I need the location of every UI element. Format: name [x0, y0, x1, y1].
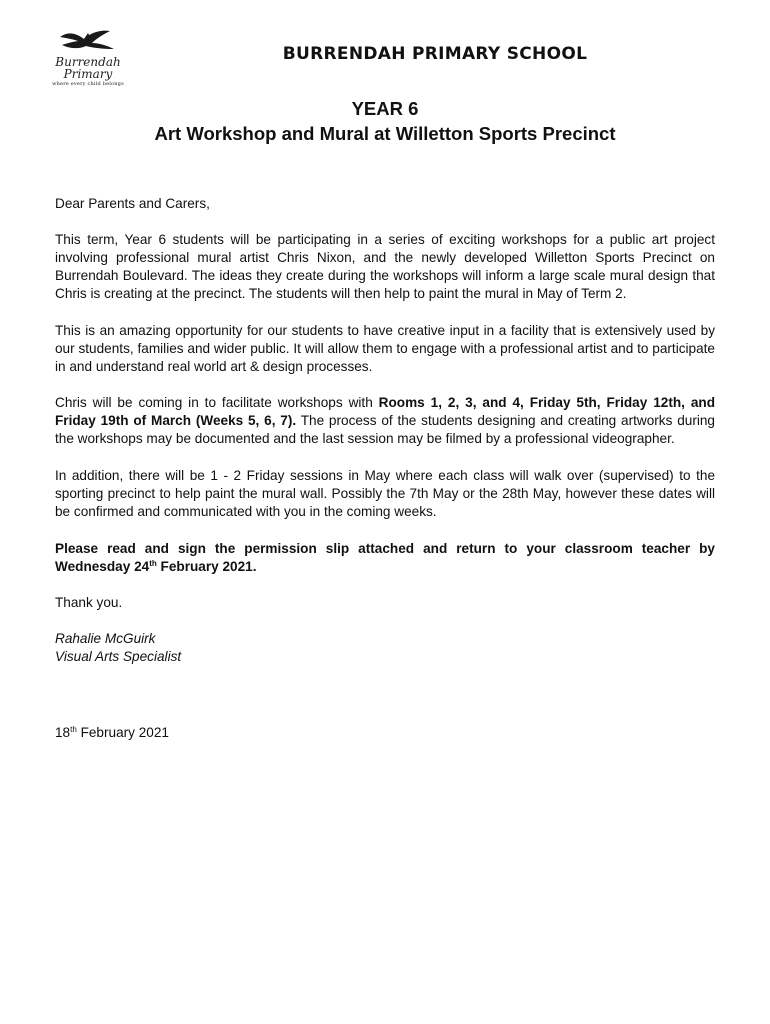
- salutation: Dear Parents and Carers,: [55, 196, 210, 211]
- closing: Thank you.: [55, 595, 123, 610]
- date-day: 18: [55, 725, 71, 740]
- year-heading: YEAR 6: [351, 98, 419, 119]
- permission-date-rest: February 2021.: [156, 559, 257, 574]
- permission-instruction: [55, 540, 715, 576]
- workshops-dates: Rooms 1, 2, 3, and 4, Friday 5th, Friday 12th, and Friday 19th of March (Weeks 5, 6, 7).: [55, 395, 716, 428]
- workshops-text-start: Chris will be coming in to facilitate workshops with: [55, 395, 379, 410]
- logo-text-line2: Primary: [63, 67, 113, 81]
- workshops-text-end: The process of the students designing and creating artworks during the workshops may be documented and the last session may be filmed by a professional videographer.: [55, 413, 715, 446]
- permission-text: Please read and sign the permission slip attached and return to your classroom teacher by Wednesday 24: [55, 541, 715, 574]
- signer-title: Visual Arts Specialist: [55, 649, 182, 664]
- letter-date: [55, 724, 715, 742]
- letter-title: Art Workshop and Mural at Willetton Sports Precinct: [154, 123, 616, 144]
- paragraph-opportunity: This is an amazing opportunity for our students to have creative input in a facility that is extensively used by our students, families and wider public. It will allow them to engage with a professional artist and to participate in and understand real world art & design processes.: [55, 323, 715, 374]
- permission-date-suffix: th: [149, 559, 157, 568]
- date-suffix: th: [70, 725, 77, 734]
- paragraph-intro: This term, Year 6 students will be participating in a series of exciting workshops for a public art project involving professional mural artist Chris Nixon, and the newly developed Willetton Sports Precinct on Burrendah Boulevard. The ideas they create during the workshops will inform a large scale mural design that Chris is creating at the precinct. The students will then help to paint the mural in May of Term 2.: [55, 232, 715, 301]
- school-name: BURRENDAH PRIMARY SCHOOL: [282, 44, 588, 64]
- paragraph-workshops: [55, 394, 715, 448]
- date-rest: February 2021: [76, 725, 169, 740]
- logo-text-line1: Burrendah: [55, 55, 121, 69]
- paragraph-mural-sessions: In addition, there will be 1 - 2 Friday sessions in May where each class will walk over (supervised) to the sporting precinct to help paint the mural wall. Possibly the 7th May or the 28th May, however these dates will be confirmed and communicated with you in the coming weeks.: [55, 468, 715, 519]
- logo-tagline: where every child belongs: [52, 81, 124, 87]
- signer-name: Rahalie McGuirk: [55, 631, 156, 646]
